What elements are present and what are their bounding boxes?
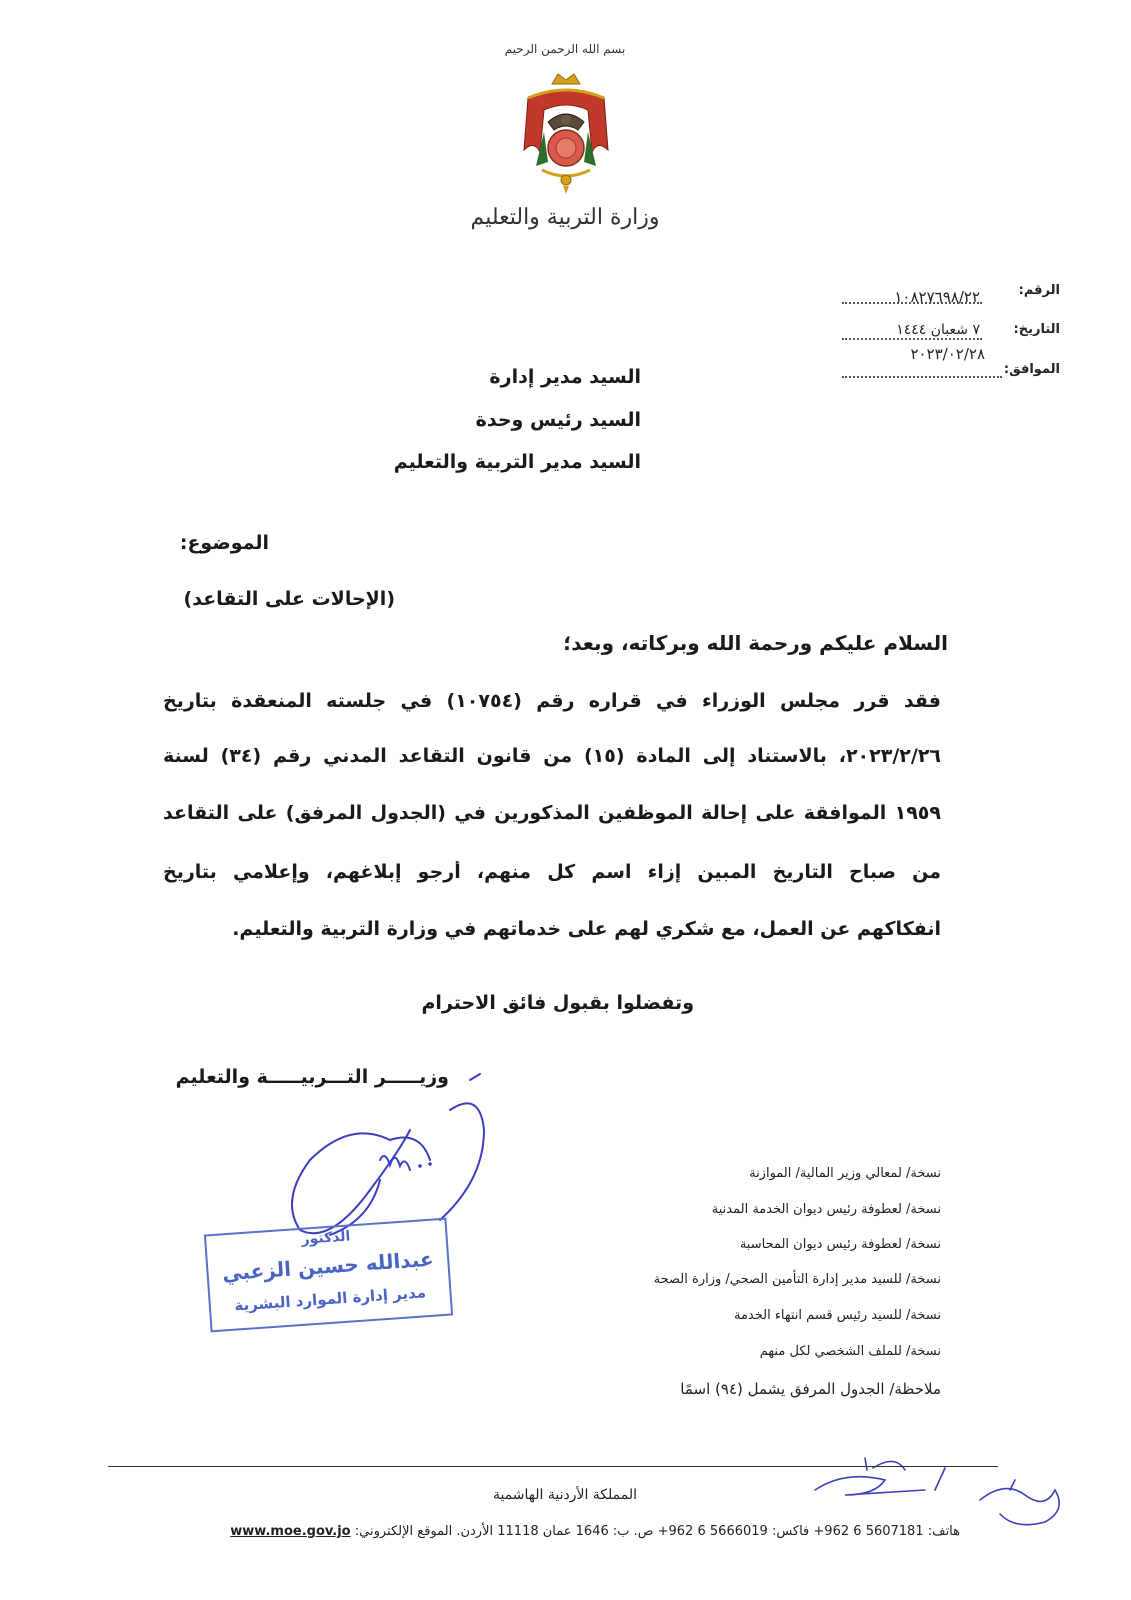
copy-recipient-2: نسخة/ لعطوفة رئيس ديوان الخدمة المدنية xyxy=(711,1202,941,1217)
copy-recipient-1: نسخة/ لمعالي وزير المالية/ الموازنة xyxy=(749,1166,941,1181)
ministry-name: وزارة التربية والتعليم xyxy=(470,205,660,230)
official-stamp xyxy=(204,1218,453,1333)
body-paragraph-line-5: انفكاكهم عن العمل، مع شكري لهم على خدماتهم في وزارة التربية والتعليم. xyxy=(232,918,941,940)
stamp-position: مدير إدارة الموارد البشرية xyxy=(233,1283,427,1315)
footer-contact-text: هاتف: 5607181 6 962+ فاكس: 5666019 6 962+ ص. ب: 1646 عمان 11118 الأردن. الموقع الإلكتروني: xyxy=(354,1524,960,1539)
corresponding-date-label: الموافق: xyxy=(1003,362,1060,377)
body-paragraph-line-1: فقد قرر مجلس الوزراء في قراره رقم (١٠٧٥٤) في جلسته المنعقدة بتاريخ xyxy=(163,690,941,712)
copy-recipient-4: نسخة/ للسيد مدير إدارة التأمين الصحي/ وزارة الصحة xyxy=(653,1272,941,1287)
closing-line: وتفضلوا بقبول فائق الاحترام xyxy=(421,992,694,1014)
subject-text: (الإحالات على التقاعد) xyxy=(183,588,395,610)
body-paragraph-line-2: ٢٠٢٣/٢/٢٦، بالاستناد إلى المادة (١٥) من قانون التقاعد المدني رقم (٣٤) لسنة xyxy=(163,745,941,767)
stamp-name: عبدالله حسين الزعبي xyxy=(221,1246,435,1286)
date-dots xyxy=(842,338,982,340)
attachment-note: ملاحظة/ الجدول المرفق يشمل (٩٤) اسمًا xyxy=(680,1380,941,1398)
subject-label: الموضوع: xyxy=(179,532,269,554)
copy-recipient-5: نسخة/ للسيد رئيس قسم انتهاء الخدمة xyxy=(733,1308,941,1323)
body-paragraph-line-3: ١٩٥٩ الموافقة على إحالة الموظفين المذكورين في (الجدول المرفق) على التقاعد xyxy=(163,802,941,824)
coat-of-arms-icon xyxy=(508,70,624,198)
greeting-line: السلام عليكم ورحمة الله وبركاته، وبعد؛ xyxy=(563,631,948,655)
date-label: التاريخ: xyxy=(1013,322,1060,337)
handwritten-initials xyxy=(805,1450,1075,1535)
reference-number-label: الرقم: xyxy=(1018,283,1060,298)
corresponding-date-dots xyxy=(842,376,1002,378)
basmala-text: بسم الله الرحمن الرحيم xyxy=(504,42,626,56)
footer-kingdom-name: المملكة الأردنية الهاشمية xyxy=(492,1487,638,1503)
copy-recipient-6: نسخة/ للملف الشخصي لكل منهم xyxy=(759,1344,941,1359)
copy-recipient-3: نسخة/ لعطوفة رئيس ديوان المحاسبة xyxy=(739,1237,941,1252)
addressee-line-2: السيد رئيس وحدة xyxy=(475,409,641,431)
body-paragraph-line-4: من صباح التاريخ المبين إزاء اسم كل منهم، أرجو إبلاغهم، وإعلامي بتاريخ xyxy=(163,861,941,883)
date-value: ٧ شعبان ١٤٤٤ xyxy=(896,322,980,338)
addressee-line-1: السيد مدير إدارة xyxy=(489,366,641,388)
corresponding-date-value: ٢٠٢٣/٠٢/٢٨ xyxy=(910,345,985,363)
footer-contact-info xyxy=(160,1524,960,1539)
stamp-title: الدكتور xyxy=(300,1228,351,1248)
footer-divider xyxy=(108,1466,998,1467)
signatory-title: وزيـــــر التـــربيـــــة والتعليم xyxy=(175,1066,449,1088)
website-link[interactable]: www.moe.gov.jo xyxy=(230,1524,351,1539)
addressee-line-3: السيد مدير التربية والتعليم xyxy=(393,451,641,473)
reference-number-value: ١٠٨٢٧٦٩٨/٢٢ xyxy=(894,288,980,306)
